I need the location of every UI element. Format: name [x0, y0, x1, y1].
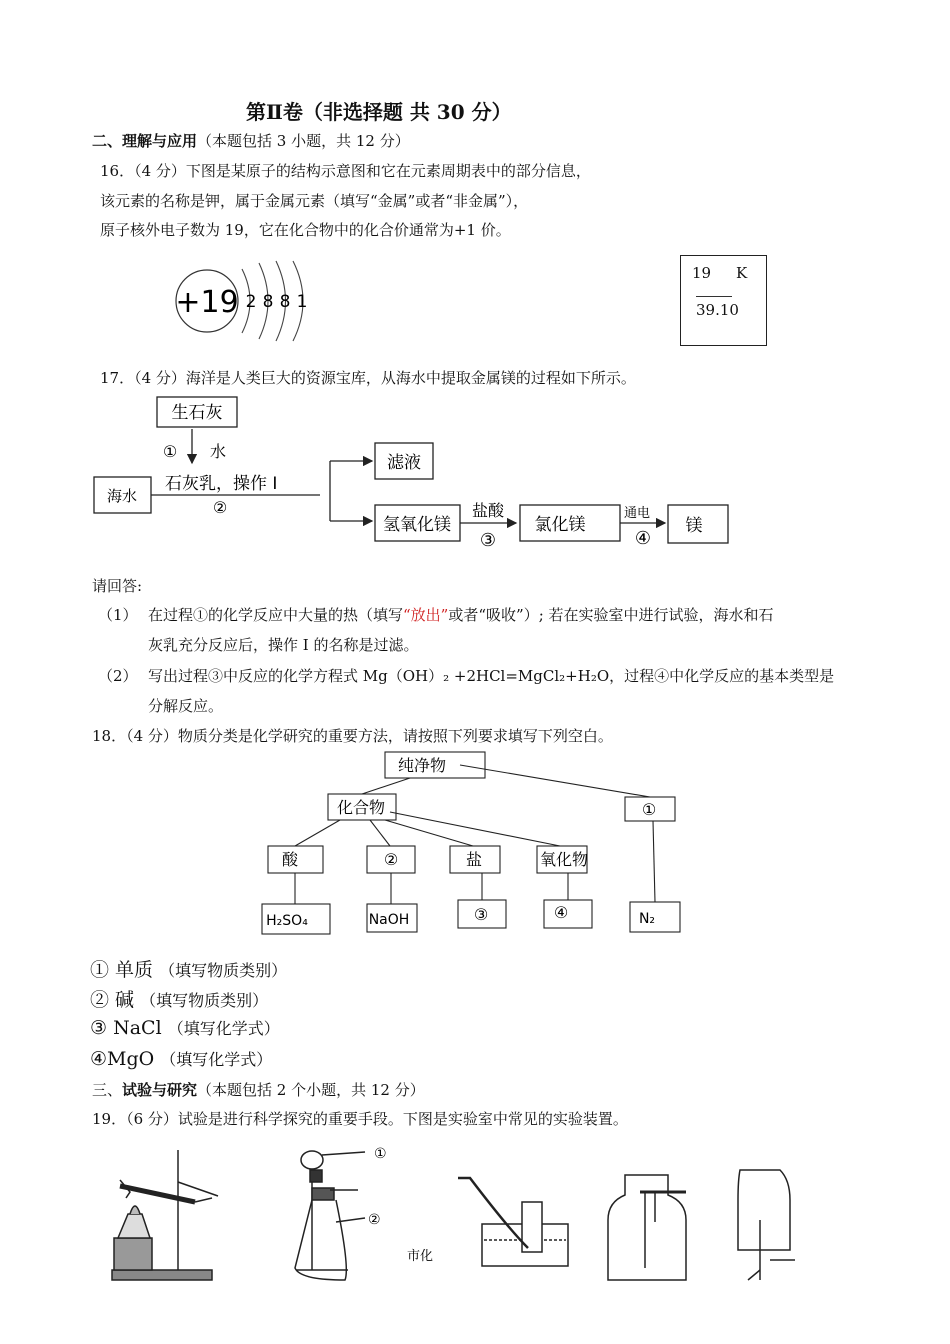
- q18-answer-3-label: ③ NaCl: [90, 1017, 162, 1039]
- shell-electrons-4: 1: [296, 292, 308, 312]
- q18-stem: 18．（4 分）物质分类是化学研究的重要方法，请按照下列要求填写下列空白。: [92, 727, 613, 745]
- label-pure: 纯净物: [397, 756, 447, 775]
- label-naoh: NaOH: [368, 912, 410, 928]
- edge-compound-salt: [385, 820, 473, 846]
- label-compound: 化合物: [336, 798, 386, 817]
- label-oxide: 氧化物: [539, 850, 589, 869]
- label-electrolysis: 通电: [623, 506, 651, 521]
- label-blank3: ③: [473, 905, 489, 924]
- q16-line-3: 原子核外电子数为 19，它在化合物中的化合价通常为+1 价。: [100, 221, 511, 239]
- section-3-heading-prefix: 三、: [92, 1081, 123, 1099]
- q17-prompt: 请回答:: [92, 577, 143, 595]
- shell-electrons-1: 2: [245, 292, 257, 312]
- label-salt: 盐: [465, 850, 483, 869]
- label-mg-chloride: 氯化镁: [534, 515, 586, 535]
- edge-blank1-n2: [653, 821, 655, 902]
- q18-answer-3: [90, 1016, 280, 1039]
- q17-a1-line-2: 灰乳充分反应后，操作 I 的名称是过滤。: [148, 636, 419, 654]
- q18-answer-4-note: （填写化学式）: [160, 1050, 273, 1069]
- label-blank1: ①: [641, 800, 657, 819]
- label-step2: ②: [212, 498, 228, 517]
- label-n2: N₂: [638, 911, 656, 927]
- nucleus-charge: +19: [175, 285, 239, 320]
- section-3-heading: [92, 1079, 425, 1100]
- apparatus-c-water-trough: [458, 1178, 568, 1266]
- label-step1: ①: [162, 442, 178, 461]
- q18-answer-4-label: ④MgO: [90, 1048, 155, 1070]
- section-3-heading-label: 试验与研究: [122, 1081, 198, 1099]
- label-magnesium: 镁: [685, 516, 703, 536]
- label-lime-milk: 石灰乳，操作 I: [165, 474, 278, 494]
- label-mg-hydroxide: 氢氧化镁: [383, 515, 451, 535]
- edge-compound-blank2: [370, 820, 390, 846]
- q17-a2-line-1: 写出过程③中反应的化学方程式 Mg（OH）₂ +2HCl=MgCl₂+H₂O，过程④中化学反应的基本类型是: [148, 667, 835, 685]
- label-quicklime: 生石灰: [171, 403, 223, 423]
- q17-a2-number: （2）: [98, 667, 138, 685]
- q17-a1-line-1: [148, 604, 774, 625]
- q19-stem: 19．（6 分）试验是进行科学探究的重要手段。下图是实验室中常见的实验装置。: [92, 1110, 628, 1128]
- label-step3: ③: [479, 530, 497, 551]
- q18-answer-1-note: （填写物质类别）: [159, 961, 288, 980]
- label-h2so4: H₂SO₄: [266, 913, 308, 929]
- label-acid: 酸: [281, 850, 299, 869]
- q16-line-2: 该元素的名称是钾，属于金属元素（填写“金属”或者“非金属”），: [100, 192, 529, 210]
- shell-electrons-3: 8: [279, 292, 291, 312]
- label-water: 水: [210, 442, 227, 461]
- q18-answer-2: [90, 985, 268, 1012]
- q17-a1-pre: 在过程①的化学反应中大量的热（填写: [148, 606, 404, 624]
- edge-compound-acid: [295, 820, 340, 846]
- section-3-heading-note: （本题包括 2 个小题，共 12 分）: [197, 1081, 425, 1099]
- stray-text: 市化: [407, 1249, 434, 1264]
- q18-answer-2-label: ② 碱: [90, 989, 135, 1011]
- label-filtrate: 滤液: [387, 453, 421, 473]
- label-seawater: 海水: [106, 487, 138, 505]
- label-hcl: 盐酸: [471, 501, 505, 520]
- edge-pure-blank1: [460, 765, 650, 797]
- apparatus-d-gas-bottle: [608, 1175, 686, 1280]
- magnesium-flow-chart: [90, 393, 740, 553]
- apparatus-label-2: ②: [368, 1212, 381, 1228]
- q17-a1-number: （1）: [98, 606, 138, 624]
- section-2-heading: [92, 130, 410, 151]
- q17-a1-answer: “放出”: [403, 606, 449, 624]
- section-title: 第Ⅱ卷（非选择题 共 30 分）: [246, 100, 512, 124]
- edge-pure-compound: [362, 778, 410, 794]
- q17-stem: 17．（4 分）海洋是人类巨大的资源宝库，从海水中提取金属镁的过程如下所示。: [100, 369, 636, 387]
- periodic-table-cell: [680, 255, 767, 346]
- label-blank2: ②: [383, 850, 399, 869]
- section-2-heading-note: （本题包括 3 小题，共 12 分）: [197, 132, 410, 150]
- shell-electrons-2: 8: [262, 292, 274, 312]
- cell-divider: [696, 296, 732, 297]
- label-blank4: ④: [553, 903, 569, 922]
- q18-answer-4: [90, 1047, 272, 1070]
- atomic-mass: 39.10: [696, 301, 739, 319]
- element-symbol: K: [736, 264, 748, 282]
- q18-answer-2-note: （填写物质类别）: [140, 991, 269, 1010]
- apparatus-label-1: ①: [374, 1146, 387, 1162]
- section-2-heading-label: 二、理解与应用: [92, 132, 198, 150]
- q18-answer-1: [90, 955, 287, 982]
- q17-a2-line-2: 分解反应。: [148, 697, 224, 715]
- q18-answer-1-label: ① 单质: [90, 959, 154, 981]
- atomic-number: 19: [692, 264, 712, 282]
- q17-a1-post: 或者“吸收”）; 若在实验室中进行试验，海水和石: [448, 606, 774, 624]
- lab-apparatus-figure: [100, 1140, 820, 1290]
- q18-answer-3-note: （填写化学式）: [167, 1019, 280, 1038]
- label-step4: ④: [634, 528, 652, 549]
- atom-structure-diagram: [170, 255, 320, 350]
- q16-line-1: 16．（4 分）下图是某原子的结构示意图和它在元素周期表中的部分信息，: [100, 162, 591, 180]
- apparatus-b-conical-flask: [295, 1151, 365, 1280]
- apparatus-a-heating-tube: [112, 1150, 218, 1280]
- classification-tree: [260, 750, 685, 936]
- apparatus-e-inverted-bottle: [738, 1170, 795, 1280]
